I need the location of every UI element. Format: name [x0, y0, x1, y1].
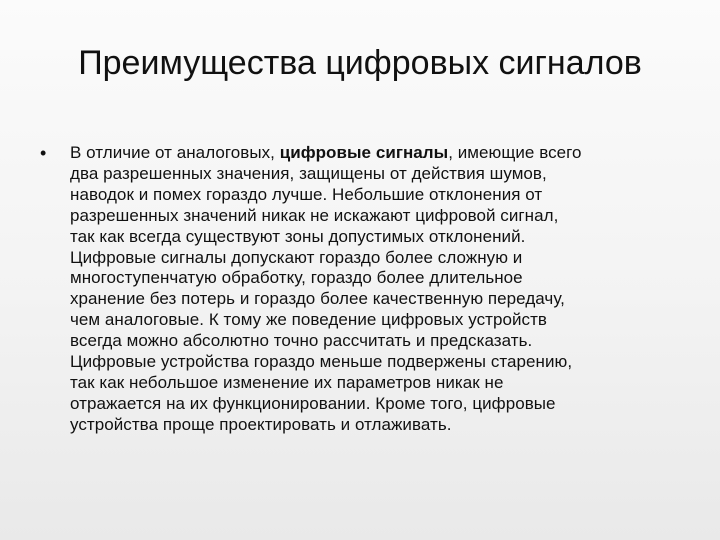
bullet-line: наводок и помех гораздо лучше. Небольшие отклонения от [70, 184, 543, 204]
bullet-line: разрешенных значений никак не искажают цифровой сигнал, [70, 205, 559, 225]
slide-body [40, 143, 670, 436]
bullet-line: два разрешенных значения, защищены от действия шумов, [70, 163, 547, 183]
text-run: В отличие от аналоговых, [70, 143, 280, 162]
bullet-line: многоступенчатую обработку, гораздо более длительное [70, 268, 523, 288]
bullet-line: так как всегда существуют зоны допустимых отклонений. [70, 226, 526, 246]
bullet-text [70, 143, 670, 436]
bullet-line: Цифровые сигналы допускают гораздо более сложную и [70, 247, 523, 267]
bullet-line: отражается на их функционировании. Кроме того, цифровые [70, 393, 556, 413]
text-run: , имеющие всего [448, 143, 582, 162]
bullet-dot-icon: • [40, 143, 47, 163]
bullet-line [70, 143, 670, 164]
bullet-line: всегда можно абсолютно точно рассчитать и предсказать. [70, 331, 533, 351]
bullet-line: устройства проще проектировать и отлаживать. [70, 414, 452, 434]
bullet-line: Цифровые устройства гораздо меньше подвержены старению, [70, 352, 573, 372]
emphasized-term: цифровые сигналы [279, 143, 449, 162]
bullet-line: хранение без потерь и гораздо более качественную передачу, [70, 289, 565, 309]
slide-title: Преимущества цифровых сигналов [78, 44, 642, 82]
bullet-line: чем аналоговые. К тому же поведение цифровых устройств [70, 310, 547, 330]
bullet-item [40, 143, 670, 436]
bullet-line: так как небольшое изменение их параметров никак не [70, 372, 504, 392]
